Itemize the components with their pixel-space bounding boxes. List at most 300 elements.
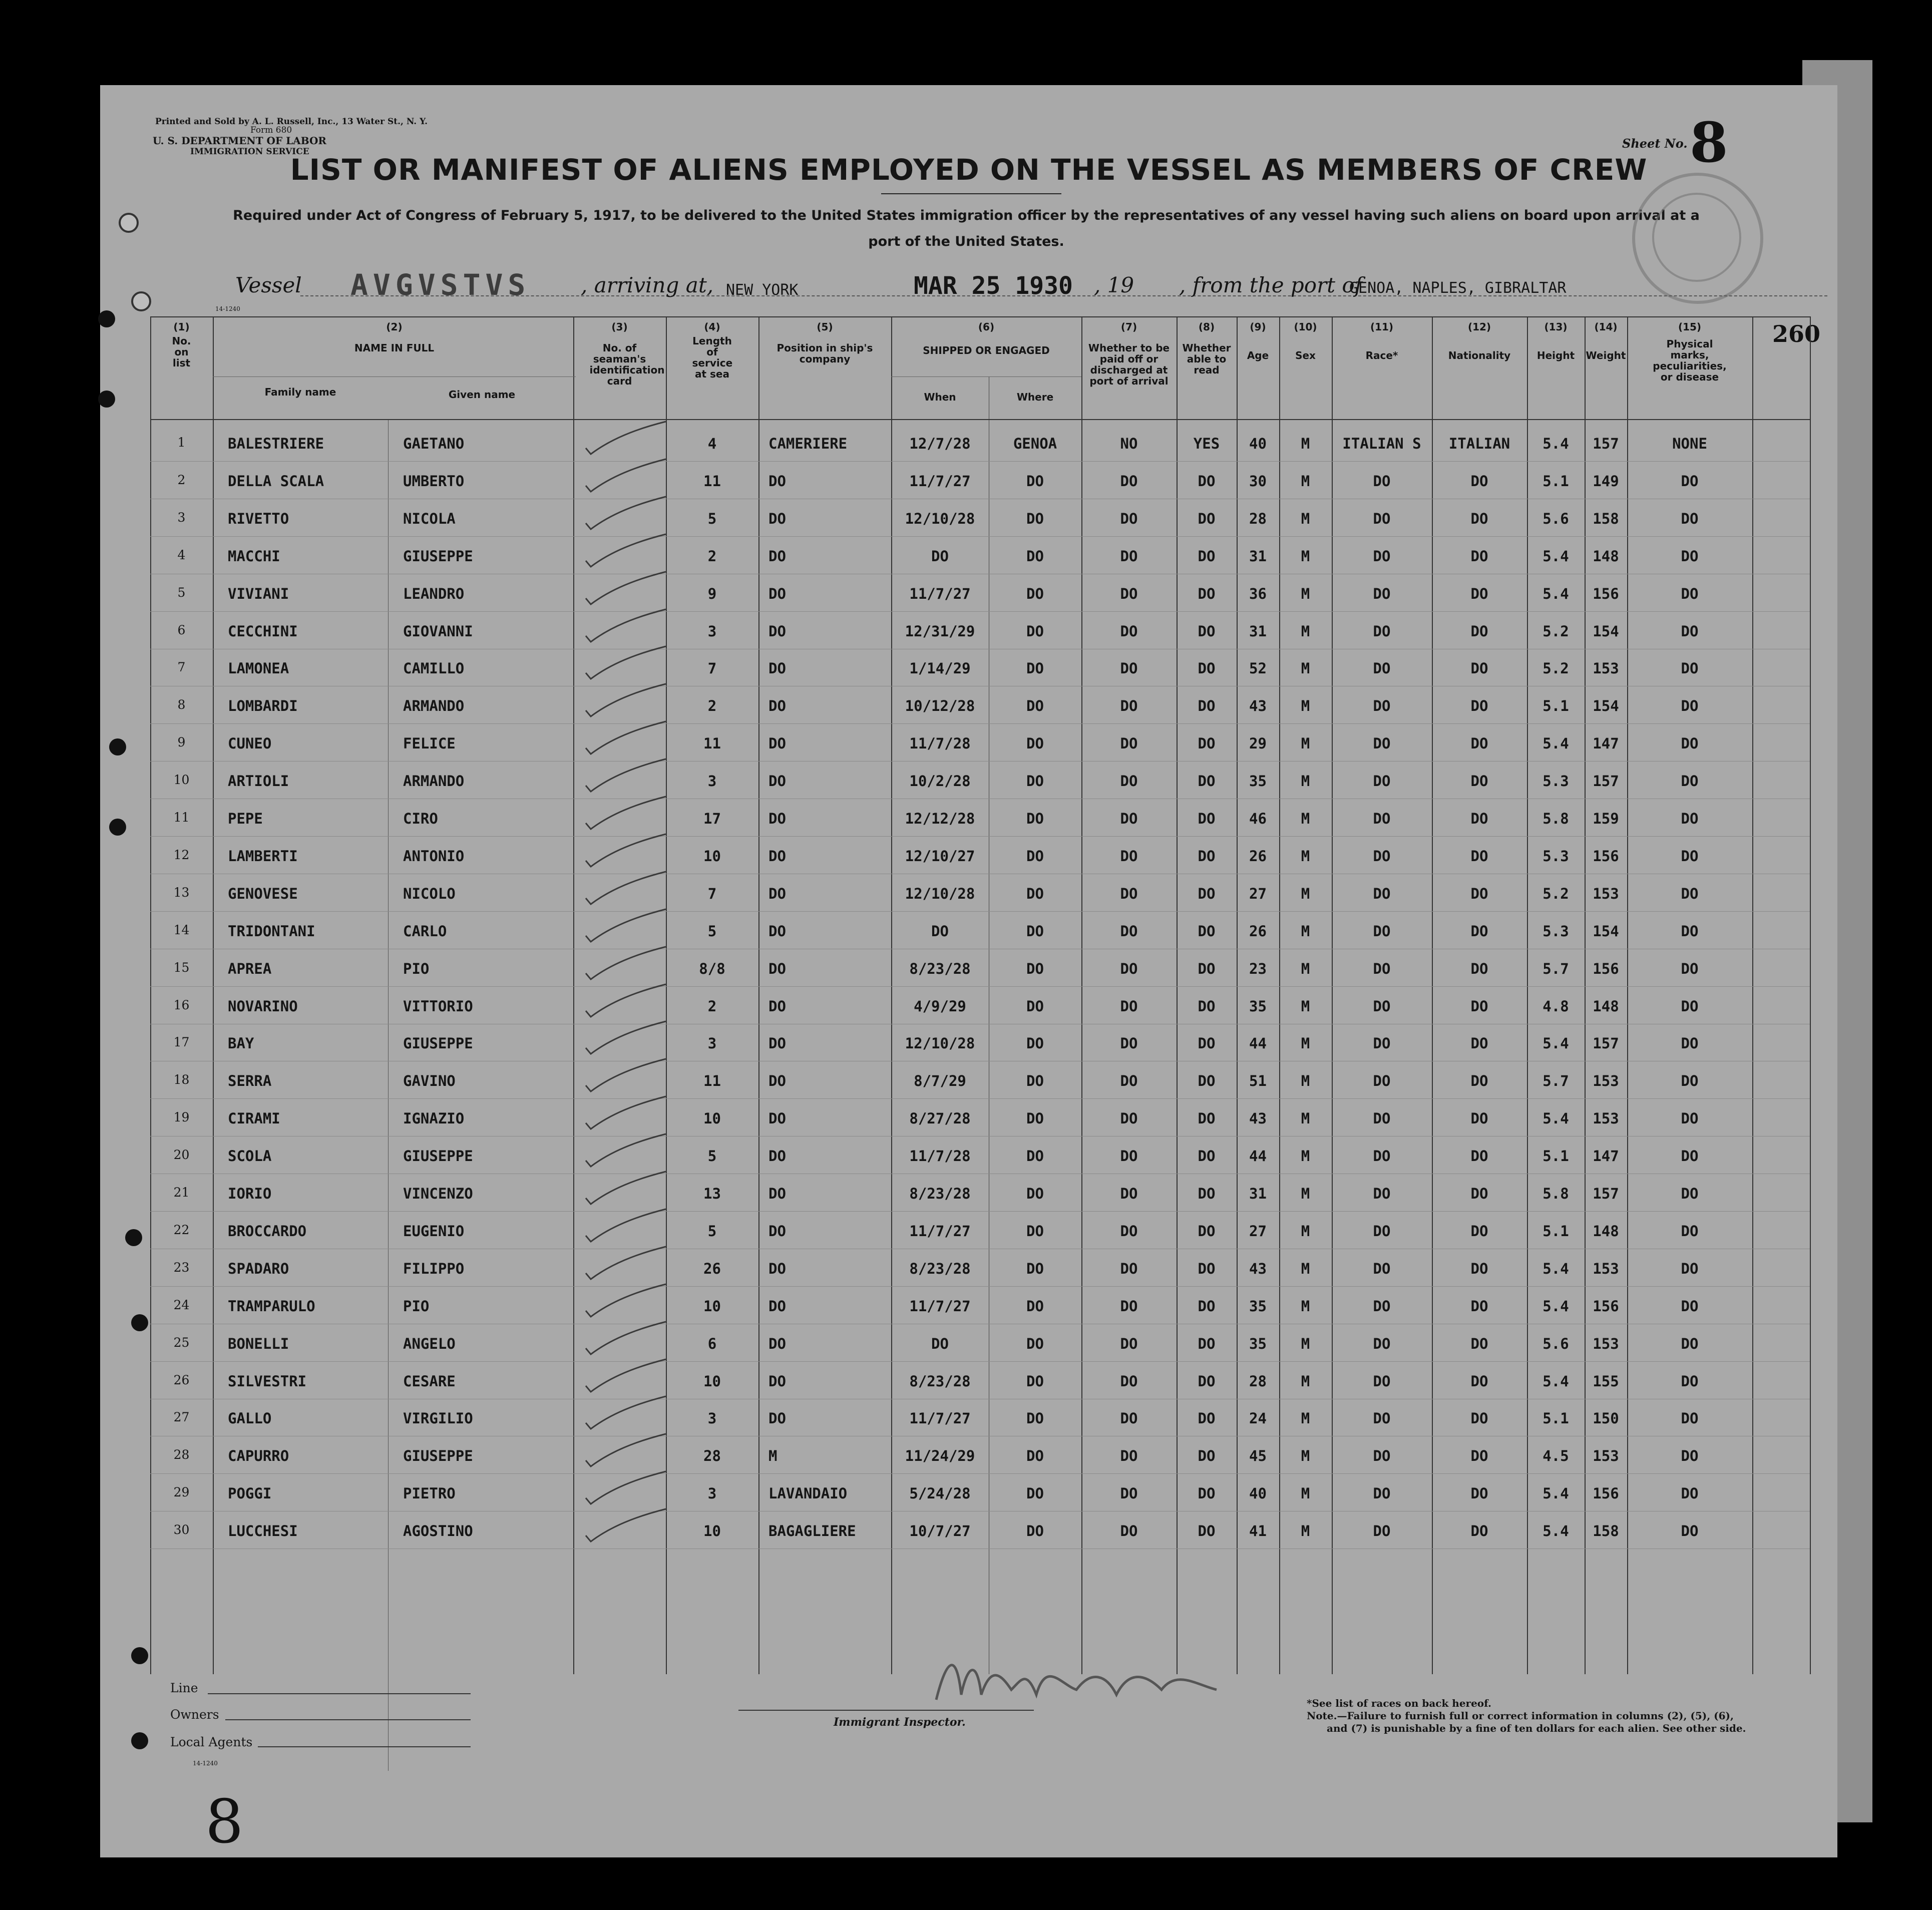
cell-age: 41 (1249, 1522, 1267, 1540)
cell-given-name: PIO (403, 960, 430, 977)
cell-paid-off: DO (1120, 1035, 1138, 1052)
cell-race: DO (1373, 1148, 1391, 1165)
cell-shipped-when: 12/10/27 (905, 847, 975, 865)
cell-shipped-where: DO (1026, 922, 1044, 940)
pencil-checkmark-icon (576, 644, 671, 684)
vessel-label: Vessel (235, 273, 302, 297)
table-row (150, 874, 1810, 912)
cell-physical-marks: DO (1681, 1185, 1699, 1202)
cell-family-name: NOVARINO (228, 997, 298, 1015)
cell-given-name: ANTONIO (403, 847, 465, 865)
cell-service-length: 3 (707, 773, 717, 790)
cell-position: DO (768, 1110, 786, 1127)
cell-list-number: 15 (173, 960, 190, 975)
col-header-physical-marks (1627, 316, 1752, 419)
cell-position: DO (768, 1035, 786, 1052)
cell-able-to-read: DO (1198, 1035, 1216, 1052)
cell-physical-marks: DO (1681, 1035, 1699, 1052)
cell-given-name: PIO (403, 1297, 430, 1315)
cell-shipped-where: DO (1026, 1185, 1044, 1202)
col-header-shipped (891, 316, 1081, 376)
cell-service-length: 9 (707, 585, 717, 602)
binder-hole (119, 213, 139, 233)
cell-age: 30 (1249, 472, 1267, 490)
pencil-checkmark-icon (576, 1506, 671, 1547)
cell-age: 51 (1249, 1072, 1267, 1090)
cell-weight: 153 (1593, 1335, 1619, 1352)
cell-paid-off: DO (1120, 1260, 1138, 1277)
cell-height: 5.1 (1542, 472, 1569, 490)
cell-paid-off: DO (1120, 997, 1138, 1015)
cell-sex: M (1301, 735, 1310, 752)
cell-sex: M (1301, 1372, 1310, 1390)
cell-weight: 150 (1593, 1410, 1619, 1427)
cell-shipped-when: 11/7/27 (909, 1297, 971, 1315)
table-row (150, 912, 1810, 949)
col-header-paid-off (1081, 316, 1177, 419)
cell-race: DO (1373, 735, 1391, 752)
table-row (150, 462, 1810, 499)
cell-able-to-read: DO (1198, 1185, 1216, 1202)
cell-nationality: DO (1470, 847, 1488, 865)
cell-given-name: ARMANDO (403, 773, 465, 790)
cell-physical-marks: DO (1681, 960, 1699, 977)
cell-sex: M (1301, 1185, 1310, 1202)
cell-position: DO (768, 472, 786, 490)
cell-weight: 157 (1593, 435, 1619, 452)
cell-age: 40 (1249, 435, 1267, 452)
cell-physical-marks: DO (1681, 773, 1699, 790)
col-label: No. on list (172, 335, 191, 369)
col-header-nationality (1432, 316, 1527, 419)
col-number: (11) (1370, 321, 1394, 333)
cell-race: DO (1373, 697, 1391, 715)
binder-hole (131, 1314, 148, 1331)
col-header-id-card (573, 316, 666, 419)
cell-able-to-read: DO (1198, 547, 1216, 565)
cell-service-length: 11 (703, 472, 721, 490)
cell-given-name: EUGENIO (403, 1222, 465, 1240)
table-row (150, 1249, 1810, 1287)
local-agents-label: Local Agents (170, 1735, 253, 1749)
cell-paid-off: DO (1120, 885, 1138, 902)
cell-sex: M (1301, 660, 1310, 677)
cell-list-number: 29 (173, 1485, 190, 1500)
cell-age: 43 (1249, 1110, 1267, 1127)
from-port-label: , from the port of (1179, 273, 1363, 297)
year-label: , 19 (1094, 273, 1134, 297)
cell-position: DO (768, 547, 786, 565)
cell-race: DO (1373, 1410, 1391, 1427)
cell-able-to-read: DO (1198, 1447, 1216, 1465)
cell-shipped-where: DO (1026, 547, 1044, 565)
cell-nationality: DO (1470, 547, 1488, 565)
cell-weight: 156 (1593, 585, 1619, 602)
col-number: (1) (173, 321, 190, 333)
cell-weight: 149 (1593, 472, 1619, 490)
cell-able-to-read: DO (1198, 1485, 1216, 1502)
cell-family-name: BALESTRIERE (228, 435, 324, 452)
cell-paid-off: DO (1120, 1335, 1138, 1352)
cell-nationality: DO (1470, 997, 1488, 1015)
cell-nationality: DO (1470, 922, 1488, 940)
page-number: 8 (205, 1787, 244, 1857)
cell-shipped-where: DO (1026, 960, 1044, 977)
cell-list-number: 24 (173, 1297, 190, 1312)
cell-service-length: 11 (703, 735, 721, 752)
cell-able-to-read: DO (1198, 773, 1216, 790)
cell-race: DO (1373, 773, 1391, 790)
col-number: (13) (1544, 321, 1568, 333)
statute-line-1: Required under Act of Congress of February 5, 1917, to be delivered to the United States immigration officer by the representatives of any vessel having such aliens on board upon arrival at a (233, 208, 1700, 223)
cell-sex: M (1301, 585, 1310, 602)
cell-nationality: DO (1470, 1148, 1488, 1165)
cell-paid-off: DO (1120, 1410, 1138, 1427)
col-header-given-name: Given name (448, 389, 516, 401)
cell-shipped-where: DO (1026, 622, 1044, 640)
cell-position: CAMERIERE (768, 435, 848, 452)
cell-shipped-when: 8/7/29 (914, 1072, 966, 1090)
cell-physical-marks: DO (1681, 1110, 1699, 1127)
cell-nationality: DO (1470, 885, 1488, 902)
cell-family-name: ARTIOLI (228, 773, 289, 790)
cell-nationality: DO (1470, 1072, 1488, 1090)
cell-height: 5.2 (1542, 885, 1569, 902)
cell-age: 35 (1249, 997, 1267, 1015)
footnote (1307, 1697, 1746, 1735)
col-header-weight (1585, 316, 1627, 419)
cell-nationality: DO (1470, 1110, 1488, 1127)
cell-sex: M (1301, 847, 1310, 865)
cell-position: LAVANDAIO (768, 1485, 848, 1502)
cell-sex: M (1301, 1072, 1310, 1090)
cell-list-number: 21 (173, 1185, 190, 1200)
cell-race: DO (1373, 847, 1391, 865)
cell-list-number: 2 (177, 472, 186, 487)
col-label: Nationality (1448, 349, 1511, 361)
cell-paid-off: DO (1120, 585, 1138, 602)
cell-family-name: CECCHINI (228, 622, 298, 640)
cell-position: DO (768, 773, 786, 790)
cell-family-name: TRAMPARULO (228, 1297, 315, 1315)
cell-shipped-when: 11/7/27 (909, 585, 971, 602)
col-label: No. of seaman's identification card (589, 342, 665, 387)
cell-able-to-read: YES (1193, 435, 1220, 452)
col-header-sex (1279, 316, 1332, 419)
cell-weight: 159 (1593, 810, 1619, 827)
cell-shipped-when: 8/23/28 (909, 960, 971, 977)
cell-paid-off: DO (1120, 660, 1138, 677)
cell-nationality: DO (1470, 660, 1488, 677)
cell-able-to-read: DO (1198, 735, 1216, 752)
table-row (150, 1287, 1810, 1324)
binder-hole (98, 310, 115, 327)
cell-list-number: 3 (177, 510, 186, 525)
col-number: (3) (611, 321, 628, 333)
cell-family-name: GENOVESE (228, 885, 298, 902)
cell-sex: M (1301, 1035, 1310, 1052)
pencil-checkmark-icon (576, 494, 671, 534)
cell-height: 5.3 (1542, 773, 1569, 790)
pencil-checkmark-icon (576, 532, 671, 572)
pencil-checkmark-icon (576, 1319, 671, 1359)
cell-weight: 157 (1593, 773, 1619, 790)
cell-physical-marks: DO (1681, 847, 1699, 865)
col-header-when: When (924, 391, 956, 403)
cell-nationality: DO (1470, 1522, 1488, 1540)
cell-height: 5.7 (1542, 960, 1569, 977)
cell-able-to-read: DO (1198, 1410, 1216, 1427)
cell-height: 5.4 (1542, 585, 1569, 602)
small-form-code: 14-1240 (215, 305, 240, 312)
cell-given-name: IGNAZIO (403, 1110, 465, 1127)
cell-age: 31 (1249, 547, 1267, 565)
cell-nationality: DO (1470, 1372, 1488, 1390)
col-label: NAME IN FULL (354, 342, 435, 354)
cell-list-number: 27 (173, 1410, 190, 1425)
cell-position: DO (768, 1297, 786, 1315)
cell-race: DO (1373, 1260, 1391, 1277)
table-row (150, 1436, 1810, 1474)
binder-hole (109, 819, 126, 836)
cell-list-number: 16 (173, 997, 190, 1012)
cell-height: 5.3 (1542, 847, 1569, 865)
cell-list-number: 9 (177, 735, 186, 750)
table-row (150, 1024, 1810, 1061)
cell-family-name: GALLO (228, 1410, 272, 1427)
cell-family-name: SPADARO (228, 1260, 289, 1277)
cell-age: 44 (1249, 1148, 1267, 1165)
cell-paid-off: DO (1120, 960, 1138, 977)
cell-paid-off: DO (1120, 1072, 1138, 1090)
owners-label: Owners (170, 1707, 219, 1722)
col-label: Race* (1365, 349, 1398, 361)
binder-hole (131, 291, 151, 311)
table-row (150, 1362, 1810, 1399)
cell-shipped-where: DO (1026, 1110, 1044, 1127)
col-number: (6) (978, 321, 995, 333)
cell-physical-marks: DO (1681, 1372, 1699, 1390)
cell-nationality: ITALIAN (1448, 435, 1510, 452)
cell-position: DO (768, 660, 786, 677)
cell-able-to-read: DO (1198, 1072, 1216, 1090)
col-number: (12) (1467, 321, 1491, 333)
cell-shipped-when: 8/23/28 (909, 1185, 971, 1202)
binder-hole (131, 1647, 148, 1664)
cell-shipped-when: 11/7/27 (909, 472, 971, 490)
cell-position: DO (768, 960, 786, 977)
cell-shipped-where: DO (1026, 1035, 1044, 1052)
cell-able-to-read: DO (1198, 1148, 1216, 1165)
cell-age: 35 (1249, 1297, 1267, 1315)
pencil-checkmark-icon (576, 1094, 671, 1134)
col-number: (9) (1250, 321, 1266, 333)
cell-race: DO (1373, 1485, 1391, 1502)
col-label: Whether to be paid off or discharged at port of arrival (1088, 342, 1170, 387)
cell-physical-marks: DO (1681, 1447, 1699, 1465)
cell-able-to-read: DO (1198, 1222, 1216, 1240)
cell-able-to-read: DO (1198, 510, 1216, 527)
cell-family-name: SILVESTRI (228, 1372, 307, 1390)
cell-age: 28 (1249, 1372, 1267, 1390)
cell-able-to-read: DO (1198, 622, 1216, 640)
cell-sex: M (1301, 1410, 1310, 1427)
cell-height: 5.2 (1542, 660, 1569, 677)
cell-paid-off: DO (1120, 773, 1138, 790)
cell-physical-marks: DO (1681, 1297, 1699, 1315)
cell-physical-marks: DO (1681, 1072, 1699, 1090)
cell-list-number: 22 (173, 1222, 190, 1237)
inspector-signature-line (738, 1710, 1034, 1711)
cell-physical-marks: DO (1681, 922, 1699, 940)
cell-able-to-read: DO (1198, 997, 1216, 1015)
cell-list-number: 8 (177, 697, 186, 712)
cell-family-name: CUNEO (228, 735, 272, 752)
cell-paid-off: DO (1120, 922, 1138, 940)
cell-sex: M (1301, 622, 1310, 640)
cell-position: DO (768, 885, 786, 902)
cell-race: DO (1373, 1297, 1391, 1315)
pencil-checkmark-icon (576, 794, 671, 834)
cell-service-length: 10 (703, 1522, 721, 1540)
cell-paid-off: DO (1120, 697, 1138, 715)
cell-given-name: ARMANDO (403, 697, 465, 715)
cell-nationality: DO (1470, 697, 1488, 715)
cell-able-to-read: DO (1198, 1522, 1216, 1540)
cell-able-to-read: DO (1198, 847, 1216, 865)
cell-height: 5.1 (1542, 1410, 1569, 1427)
cell-shipped-when: 1/14/29 (909, 660, 971, 677)
cell-paid-off: DO (1120, 1485, 1138, 1502)
cell-service-length: 7 (707, 660, 717, 677)
cell-service-length: 2 (707, 997, 717, 1015)
cell-list-number: 4 (177, 547, 186, 562)
cell-family-name: TRIDONTANI (228, 922, 315, 940)
binder-hole (98, 391, 115, 408)
cell-physical-marks: DO (1681, 660, 1699, 677)
arrival-port: NEW YORK (726, 281, 799, 299)
cell-sex: M (1301, 1485, 1310, 1502)
pencil-checkmark-icon (576, 1169, 671, 1209)
col-number: (2) (386, 321, 403, 333)
cell-able-to-read: DO (1198, 472, 1216, 490)
cell-family-name: POGGI (228, 1485, 272, 1502)
cell-list-number: 14 (173, 922, 190, 937)
cell-paid-off: DO (1120, 1372, 1138, 1390)
table-row (150, 724, 1810, 761)
cell-height: 5.4 (1542, 735, 1569, 752)
cell-shipped-where: DO (1026, 1148, 1044, 1165)
col-number: (4) (704, 321, 720, 333)
cell-service-length: 11 (703, 1072, 721, 1090)
cell-physical-marks: DO (1681, 585, 1699, 602)
cell-shipped-when: 12/7/28 (909, 435, 971, 452)
cell-nationality: DO (1470, 1297, 1488, 1315)
cell-race: DO (1373, 622, 1391, 640)
table-row (150, 837, 1810, 874)
cell-paid-off: DO (1120, 1185, 1138, 1202)
cell-height: 5.4 (1542, 1035, 1569, 1052)
cell-race: DO (1373, 660, 1391, 677)
cell-shipped-when: DO (931, 1335, 949, 1352)
cell-paid-off: DO (1120, 1447, 1138, 1465)
printer-line: Printed and Sold by A. L. Russell, Inc., 13 Water St., N. Y. (155, 117, 428, 127)
cell-age: 35 (1249, 1335, 1267, 1352)
cell-height: 5.7 (1542, 1072, 1569, 1090)
cell-weight: 156 (1593, 847, 1619, 865)
cell-age: 40 (1249, 1485, 1267, 1502)
cell-sex: M (1301, 1447, 1310, 1465)
table-row (150, 987, 1810, 1024)
cell-physical-marks: DO (1681, 1522, 1699, 1540)
cell-service-length: 7 (707, 885, 717, 902)
cell-list-number: 7 (177, 660, 186, 675)
cell-physical-marks: DO (1681, 622, 1699, 640)
arriving-label: , arriving at, (581, 273, 714, 297)
cell-service-length: 10 (703, 1297, 721, 1315)
cell-able-to-read: DO (1198, 1297, 1216, 1315)
cell-service-length: 2 (707, 697, 717, 715)
cell-height: 5.4 (1542, 1522, 1569, 1540)
pencil-checkmark-icon (576, 1056, 671, 1096)
cell-shipped-where: DO (1026, 697, 1044, 715)
col-label: Position in ship's company (777, 342, 873, 365)
table-row (150, 649, 1810, 686)
cell-sex: M (1301, 1222, 1310, 1240)
cell-physical-marks: DO (1681, 735, 1699, 752)
binder-hole (109, 738, 126, 755)
cell-sex: M (1301, 773, 1310, 790)
table-row (150, 1099, 1810, 1136)
cell-given-name: CESARE (403, 1372, 456, 1390)
cell-paid-off: DO (1120, 1297, 1138, 1315)
cell-age: 35 (1249, 773, 1267, 790)
cell-race: DO (1373, 547, 1391, 565)
cell-physical-marks: DO (1681, 810, 1699, 827)
table-row (150, 1324, 1810, 1362)
col-number: (8) (1198, 321, 1215, 333)
cell-service-length: 3 (707, 1485, 717, 1502)
col-label: Height (1536, 349, 1575, 361)
title-rule (881, 193, 1061, 194)
cell-given-name: GAVINO (403, 1072, 456, 1090)
cell-given-name: FILIPPO (403, 1260, 465, 1277)
cell-height: 5.4 (1542, 435, 1569, 452)
cell-race: DO (1373, 1447, 1391, 1465)
cell-weight: 157 (1593, 1185, 1619, 1202)
cell-shipped-where: DO (1026, 847, 1044, 865)
cell-given-name: PIETRO (403, 1485, 456, 1502)
cell-shipped-where: GENOA (1013, 435, 1057, 452)
cell-service-length: 10 (703, 1110, 721, 1127)
cell-family-name: LAMONEA (228, 660, 289, 677)
cell-shipped-where: DO (1026, 1297, 1044, 1315)
cell-race: DO (1373, 997, 1391, 1015)
cell-family-name: PEPE (228, 810, 263, 827)
footer-form-code: 14-1240 (193, 1760, 218, 1767)
cell-position: BAGAGLIERE (768, 1522, 856, 1540)
pencil-checkmark-icon (576, 1431, 671, 1471)
footnote-line: *See list of races on back hereof. (1307, 1697, 1492, 1709)
col-number: (15) (1678, 321, 1702, 333)
pencil-checkmark-icon (576, 832, 671, 872)
cell-sex: M (1301, 1148, 1310, 1165)
line-field (208, 1693, 471, 1694)
cell-paid-off: DO (1120, 1148, 1138, 1165)
cell-service-length: 26 (703, 1260, 721, 1277)
cell-position: DO (768, 1148, 786, 1165)
cell-physical-marks: DO (1681, 1222, 1699, 1240)
